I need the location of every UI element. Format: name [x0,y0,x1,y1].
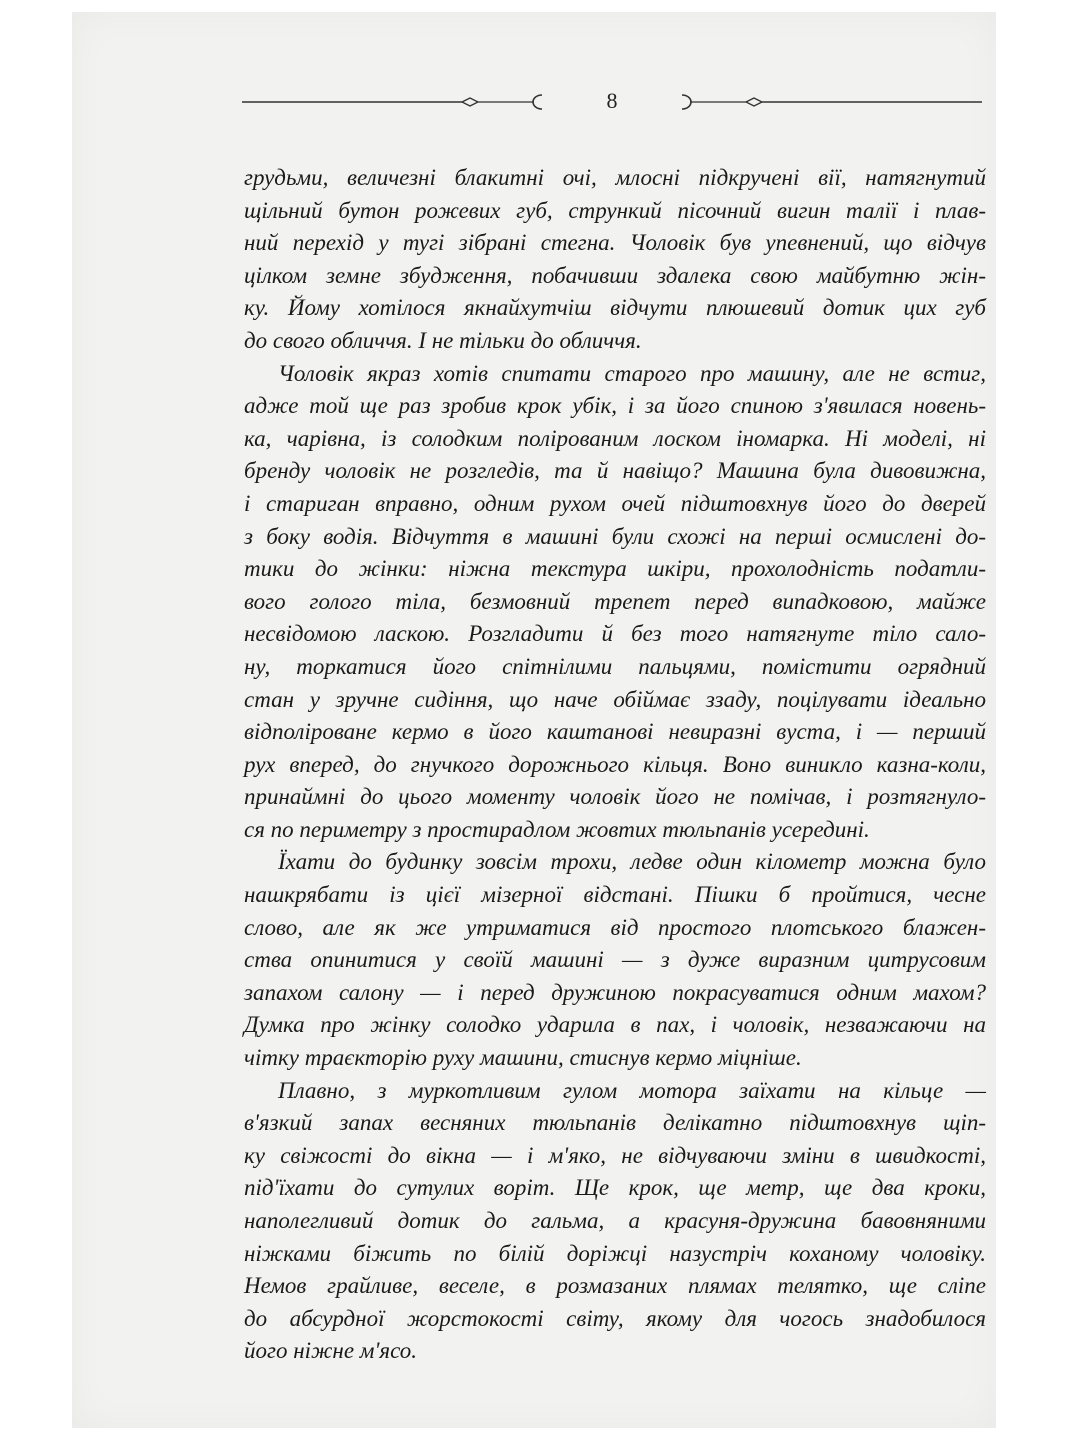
book-page [72,12,996,1428]
text-line: цілком земне збудження, побачивши здалека свою майбутню жін- [244,262,986,288]
body-text [244,162,986,1368]
text-line: ний перехід у тугі зібрані стегна. Чоловік був упевнений, що відчув [244,230,986,256]
text-line: з боку водія. Відчуття в машині були схожі на перші осмислені до- [244,523,986,549]
text-line: в'язкий запах весняних тюльпанів делікатно підштовхнув щіп- [244,1110,986,1136]
text-line: Думка про жінку солодко ударила в пах, і чоловік, незважаючи на [244,1012,986,1038]
text-line: рух вперед, до гнучкого дорожнього кільця. Воно виникло казна-коли, [244,751,986,777]
text-line: стан у зручне сидіння, що наче обіймає ззаду, поцілувати ідеально [244,686,986,712]
text-line: ся по периметру з простирадлом жовтих тюльпанів усередині. [244,816,870,842]
ornament-left-icon [242,90,542,114]
text-line: Чоловік якраз хотів спитати старого про машину, але не встиг, [278,360,986,386]
text-line: ніжками біжить по білій доріжці назустріч коханому чоловіку. [244,1240,986,1266]
text-line: ну, торкатися його спітнілими пальцями, помістити огрядний [244,653,986,679]
text-line: ку. Йому хотілося якнайхутчіш відчути плюшевий дотик цих губ [244,295,986,321]
text-line: відполіроване кермо в його каштанові невиразні вуста, і — перший [244,719,986,745]
text-line: Плавно, з муркотливим гулом мотора заїхати на кільце — [278,1077,986,1103]
ornament-right-icon [682,90,982,114]
text-line: щільний бутон рожевих губ, стрункий пісочний вигин талії і плав- [244,197,986,223]
text-line: нашкрябати із цієї мізерної відстані. Пішки б пройтися, чесне [244,882,986,908]
page-number: 8 [606,88,618,113]
text-line: принаймні до цього моменту чоловік його не помічав, і розтягнуло- [244,784,986,810]
text-line: ства опинитися у своїй машині — з дуже виразним цитрусовим [244,947,986,973]
text-line: адже той ще раз зробив крок убік, і за його спиною з'явилася новень- [244,393,986,419]
text-line: чітку траєкторію руху машини, стиснув кермо міцніше. [244,1045,802,1071]
text-line: вого голого тіла, безмовний трепет перед випадковою, майже [244,588,986,614]
text-line: тики до жінки: ніжна текстура шкіри, прохолодність податли- [244,556,986,582]
text-line: і стариган вправно, одним рухом очей підштовхнув його до дверей [244,490,986,516]
text-line: під'їхати до сутулих воріт. Ще крок, ще метр, ще два кроки, [244,1175,986,1201]
page-header [242,82,982,122]
text-line: грудьми, величезні блакитні очі, млосні підкручені вії, натягнутий [244,165,986,190]
text-line: ку свіжості до вікна — і м'яко, не відчуваючи зміни в швидкості, [244,1142,986,1168]
text-line: Їхати до будинку зовсім трохи, ледве один кілометр можна було [278,849,986,875]
text-line: бренду чоловік не розгледів, та й навіщо? Машина була дивовижна, [244,458,986,484]
text-line: слово, але як же утриматися від простого плотського блажен- [244,914,986,940]
text-line: його ніжне м'ясо. [244,1338,417,1364]
text-line: ка, чарівна, із солодким полірованим лоском іномарка. Ні моделі, ні [244,425,986,451]
text-line: несвідомою ласкою. Розгладити й без того натягнуте тіло сало- [244,621,986,647]
text-line: до свого обличчя. І не тільки до обличчя. [244,327,642,353]
text-line: до абсурдної жорстокості світу, якому для чогось знадобилося [244,1305,986,1331]
text-line: наполегливий дотик до гальма, а красуня-дружина бавовняними [244,1208,986,1233]
text-line: Немов грайливе, веселе, в розмазаних плямах телятко, ще сліпе [244,1273,986,1299]
text-line: запахом салону — і перед дружиною покрасуватися одним махом? [244,979,986,1005]
